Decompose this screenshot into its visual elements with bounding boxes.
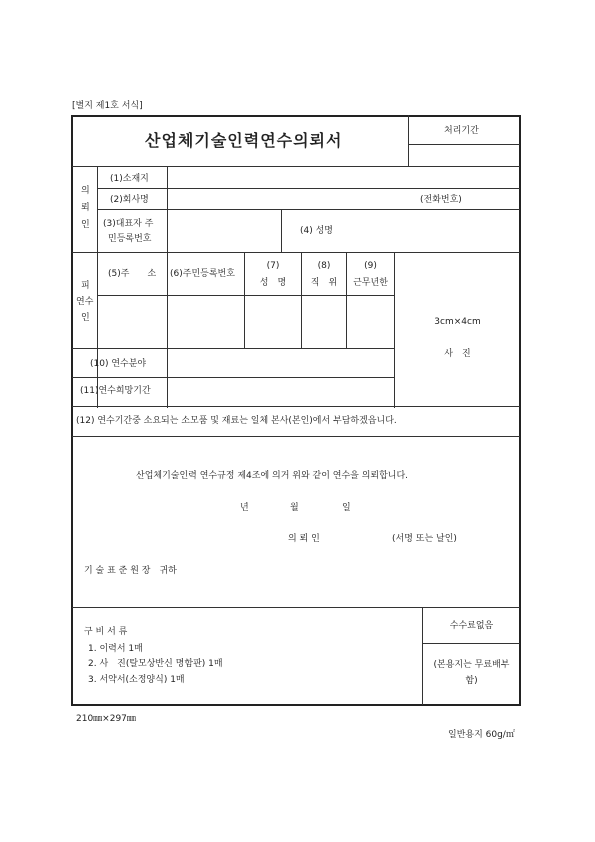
photo-size-label: 3cm×4cm	[434, 317, 481, 327]
paper-size: 210㎜×297㎜	[76, 714, 136, 724]
form-title: 산업체기술인력연수의뢰서	[145, 131, 343, 150]
document-item-3: 3. 서약서(소정양식) 1매	[88, 675, 185, 685]
company-label: (2)회사명	[110, 195, 149, 205]
form-number-label: [별지 제1호 서식]	[72, 101, 143, 111]
field-label-divider	[167, 348, 168, 408]
request-statement: 산업체기술인력 연수규정 제4조에 의거 위와 같이 연수을 의뢰합니다.	[136, 471, 409, 481]
document-item-1: 1. 이력서 1매	[88, 644, 143, 654]
documents-heading: 구 비 서 류	[84, 627, 128, 637]
photo-divider	[394, 252, 395, 408]
photo-label: 사 진	[444, 349, 471, 359]
requester-section-bottom	[72, 252, 520, 253]
requester-side-label-1: 의	[81, 186, 90, 196]
document-item-2: 2. 사 진(탈모상반신 명함판) 1매	[88, 659, 223, 669]
trainee-name-num: (7)	[266, 261, 280, 271]
rep-id-label-2: 민등록번호	[108, 234, 152, 244]
rep-id-label-1: (3)대표자 주	[103, 219, 154, 229]
trainee-data-bottom	[72, 348, 395, 349]
frame-right	[519, 115, 521, 706]
rep-id-value-divider	[281, 209, 282, 252]
processing-period-divider	[408, 144, 520, 145]
trainee-side-label-2: 연수	[76, 297, 94, 307]
title-divider	[408, 115, 409, 166]
date-year-label: 년	[240, 503, 249, 513]
rep-name-label: (4) 성명	[300, 226, 333, 236]
processing-period-label: 처리기간	[444, 126, 479, 136]
trainee-years-label: 근무년한	[353, 278, 388, 288]
frame-left	[71, 115, 73, 706]
trainee-address-label: (5)주 소	[108, 269, 157, 279]
trainee-section-bottom	[72, 406, 520, 407]
cost-note: (12) 연수기간중 소요되는 소모품 및 재료는 일체 본사(본인)에서 부담하겠읍니다.	[76, 416, 397, 426]
recipient: 기 술 표 준 원 장 귀하	[84, 566, 177, 576]
training-period-label: (11)연수희망기간	[80, 386, 151, 396]
paper-type: 일반용지 60g/㎡	[448, 730, 515, 740]
trainee-name-label: 성 명	[259, 278, 287, 288]
address-label: (1)소재지	[110, 174, 149, 184]
frame-top	[72, 115, 520, 117]
trainee-position-num: (8)	[317, 261, 331, 271]
requester-side-label-3: 인	[81, 220, 90, 230]
trainee-id-label: (6)주민등록번호	[170, 269, 235, 279]
trainee-position-label: 직 위	[310, 278, 338, 288]
phone-label: (전화번호)	[420, 195, 462, 205]
training-field-label: (10) 연수분야	[90, 359, 147, 369]
trainee-header-line	[97, 295, 395, 296]
title-bottom-line	[72, 166, 520, 167]
sign-note: (서명 또는 날인)	[392, 534, 457, 544]
requester-sign-label: 의 뢰 인	[288, 534, 320, 544]
frame-bottom	[72, 704, 520, 706]
trainee-side-label-1: 피	[81, 281, 90, 291]
company-row-line	[97, 209, 520, 210]
trainee-years-num: (9)	[364, 261, 377, 271]
distribution-note-1: (본용지는 무료배부	[433, 660, 510, 670]
statement-bottom	[72, 607, 520, 608]
date-day-label: 일	[342, 503, 351, 513]
fee-row-line	[422, 643, 520, 644]
cost-note-bottom	[72, 436, 520, 437]
side-label-divider	[97, 166, 98, 408]
fee-label: 수수료없음	[449, 621, 494, 631]
trainee-side-label-3: 인	[81, 313, 90, 323]
distribution-note-2: 함)	[465, 676, 478, 686]
requester-side-label-2: 뢰	[81, 203, 90, 213]
address-row-line	[97, 188, 520, 189]
col-divider-1	[167, 252, 168, 349]
field-row-line	[72, 377, 395, 378]
date-month-label: 월	[290, 503, 299, 513]
